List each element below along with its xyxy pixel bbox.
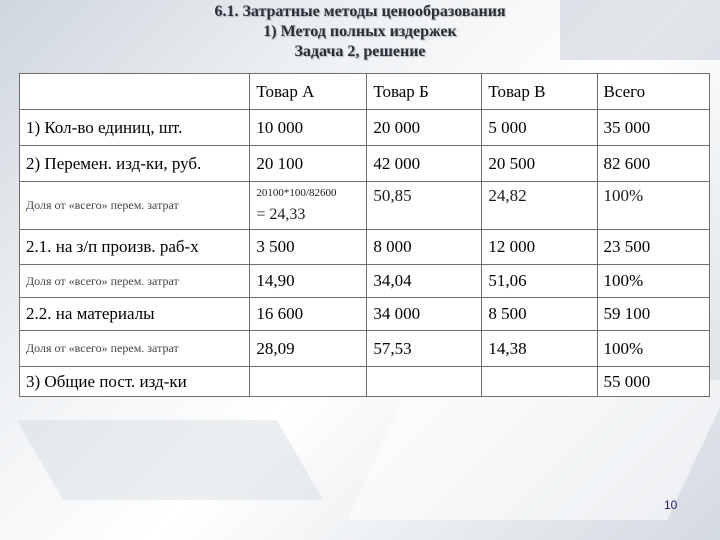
table-cell: 100% bbox=[597, 265, 710, 298]
header-cell-product-b: Товар Б bbox=[367, 74, 482, 110]
table-cell bbox=[250, 367, 367, 397]
formula-result: = 24,33 bbox=[256, 206, 306, 223]
table-cell: 50,85 bbox=[367, 182, 482, 230]
table-cell: 20 000 bbox=[367, 110, 482, 146]
table-row bbox=[20, 367, 710, 397]
table-cell: 5 000 bbox=[482, 110, 597, 146]
table-row bbox=[20, 265, 710, 298]
table-cell: 12 000 bbox=[482, 230, 597, 265]
table-cell: 42 000 bbox=[367, 146, 482, 182]
table-cell: 20 500 bbox=[482, 146, 597, 182]
table-cell: 8 000 bbox=[367, 230, 482, 265]
table-cell: 20 100 bbox=[250, 146, 367, 182]
table-cell: 3 500 bbox=[250, 230, 367, 265]
table-cell: 10 000 bbox=[250, 110, 367, 146]
slide-title: 6.1. Затратные методы ценообразования bbox=[214, 3, 506, 20]
table-row bbox=[20, 182, 710, 230]
slide-subtitle: 1) Метод полных издержек bbox=[263, 23, 457, 40]
formula-text: 20100*100/82600 bbox=[256, 187, 337, 199]
row-label: Доля от «всего» перем. затрат bbox=[20, 182, 250, 230]
cost-table bbox=[19, 73, 710, 397]
table-row bbox=[20, 110, 710, 146]
header-cell-product-v: Товар В bbox=[482, 74, 597, 110]
header-cell-total: Всего bbox=[597, 74, 710, 110]
background-shard bbox=[17, 420, 323, 500]
table-cell: 14,90 bbox=[250, 265, 367, 298]
row-label: Доля от «всего» перем. затрат bbox=[20, 265, 250, 298]
table-cell: 14,38 bbox=[482, 331, 597, 367]
table-cell: 34,04 bbox=[367, 265, 482, 298]
row-label: 3) Общие пост. изд-ки bbox=[20, 367, 250, 397]
table-cell: 8 500 bbox=[482, 298, 597, 331]
table-cell: 82 600 bbox=[597, 146, 710, 182]
table-header-row bbox=[20, 74, 710, 110]
table-cell bbox=[482, 367, 597, 397]
formula-cell bbox=[250, 182, 367, 230]
table-cell: 57,53 bbox=[367, 331, 482, 367]
header-cell-empty bbox=[20, 74, 250, 110]
row-label: 2.2. на материалы bbox=[20, 298, 250, 331]
table-cell: 55 000 bbox=[597, 367, 710, 397]
table-cell: 35 000 bbox=[597, 110, 710, 146]
table-cell: 16 600 bbox=[250, 298, 367, 331]
table-cell bbox=[367, 367, 482, 397]
row-label: 2.1. на з/п произв. раб-х bbox=[20, 230, 250, 265]
table-row bbox=[20, 230, 710, 265]
table-row bbox=[20, 331, 710, 367]
table-cell: 23 500 bbox=[597, 230, 710, 265]
table-cell: 24,82 bbox=[482, 182, 597, 230]
slide-task-title: Задача 2, решение bbox=[294, 43, 426, 60]
table-cell: 51,06 bbox=[482, 265, 597, 298]
row-label: Доля от «всего» перем. затрат bbox=[20, 331, 250, 367]
page-number: 10 bbox=[664, 498, 678, 512]
row-label: 2) Перемен. изд-ки, руб. bbox=[20, 146, 250, 182]
table-cell: 59 100 bbox=[597, 298, 710, 331]
table-row bbox=[20, 298, 710, 331]
table-cell: 28,09 bbox=[250, 331, 367, 367]
slide-titles bbox=[0, 2, 720, 62]
row-label: 1) Кол-во единиц, шт. bbox=[20, 110, 250, 146]
table-cell: 34 000 bbox=[367, 298, 482, 331]
table-cell: 100% bbox=[597, 182, 710, 230]
table-row bbox=[20, 146, 710, 182]
header-cell-product-a: Товар А bbox=[250, 74, 367, 110]
table-cell: 100% bbox=[597, 331, 710, 367]
